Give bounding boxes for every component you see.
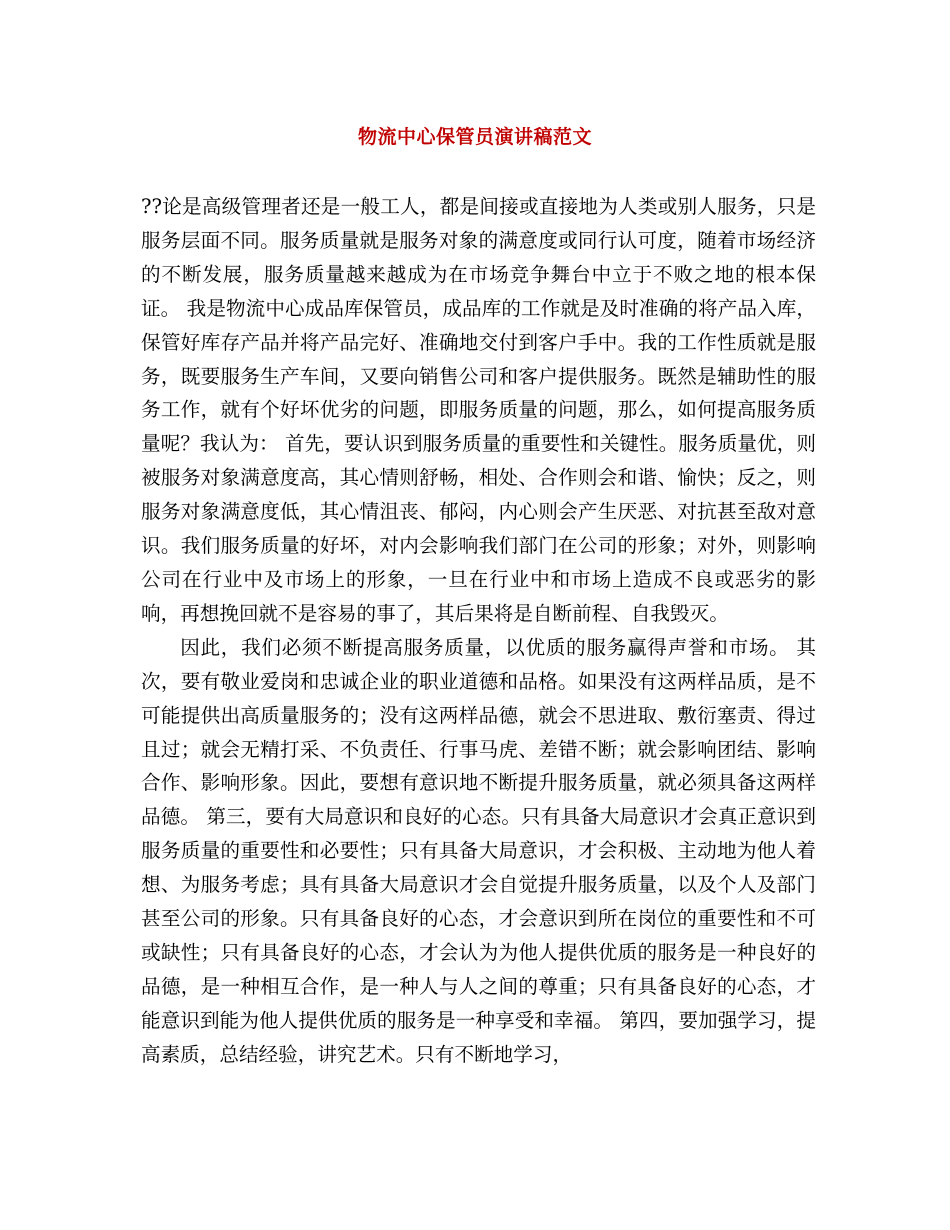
paragraph-1: ??论是高级管理者还是一般工人，都是间接或直接地为人类或别人服务，只是服务层面不同。服务质量就是服务对象的满意度或同行认可度，随着市场经济的不断发展，服务质量越来越成为在市场竞争舞台中立于不败之地的根本保证。 我是物流中心成品库保管员，成品库的工作就是及时准确的将产品入库，保管好库存产品并将产品完好、准确地交付到客户手中。我的工作性质就是服务，既要服务生产车间，又要向销售公司和客户提供服务。既然是辅助性的服务工作，就有个好坏优劣的问题，即服务质量的问题，那么，如何提高服务质量呢？我认为： 首先，要认识到服务质量的重要性和关键性。服务质量优，则被服务对象满意度高，其心情则舒畅，相处、合作则会和谐、愉快；反之，则服务对象满意度低，其心情沮丧、郁闷，内心则会产生厌恶、对抗甚至敌对意识。我们服务质量的好坏，对内会影响我们部门在公司的形象；对外，则影响公司在行业中及市场上的形象，一旦在行业中和市场上造成不良或恶劣的影响，再想挽回就不是容易的事了，其后果将是自断前程、自我毁灭。 [141,195,816,625]
document-body [141,190,816,1072]
document-title: 物流中心保管员演讲稿范文 [357,126,592,148]
paragraph-2: 因此，我们必须不断提高服务质量，以优质的服务赢得声誉和市场。 其次，要有敬业爱岗和忠诚企业的职业道德和品格。如果没有这两样品质，是不可能提供出高质量服务的；没有这两样品德，就会不思进取、敷衍塞责、得过且过；就会无精打采、不负责任、行事马虎、差错不断；就会影响团结、影响合作、影响形象。因此，要想有意识地不断提升服务质量，就必须具备这两样品德。 第三，要有大局意识和良好的心态。只有具备大局意识才会真正意识到服务质量的重要性和必要性；只有具备大局意识，才会积极、主动地为他人着想、为服务考虑；具有具备大局意识才会自觉提升服务质量，以及个人及部门甚至公司的形象。只有具备良好的心态，才会意识到所在岗位的重要性和不可或缺性；只有具备良好的心态，才会认为为他人提供优质的服务是一种良好的品德，是一种相互合作，是一种人与人之间的尊重；只有具备良好的心态，才能意识到能为他人提供优质的服务是一种享受和幸福。 第四，要加强学习，提高素质，总结经验，讲究艺术。只有不断地学习， [141,635,816,1066]
